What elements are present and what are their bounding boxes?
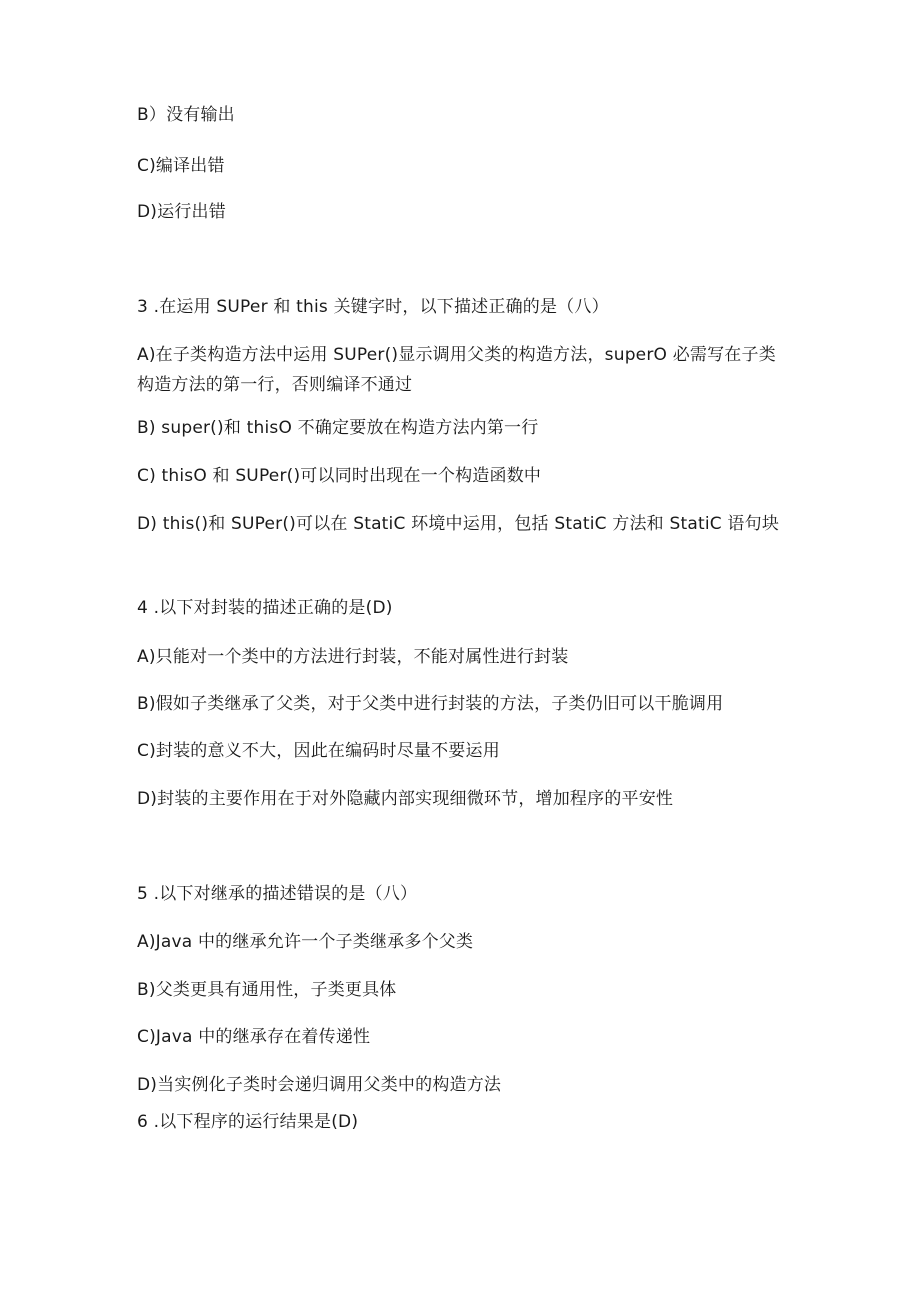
q2-option-d: D)运行出错	[137, 202, 226, 222]
q3-option-d: D) this()和 SUPer()可以在 StatiC 环境中运用，包括 StatiC 方法和 StatiC 语句块	[137, 514, 780, 534]
q5-option-c: C)Java 中的继承存在着传递性	[137, 1027, 371, 1047]
q5-question: 5 .以下对继承的描述错误的是（八）	[137, 884, 418, 904]
q3-question: 3 .在运用 SUPer 和 this 关键字时，以下描述正确的是（八）	[137, 297, 609, 317]
q5-option-a: A)Java 中的继承允许一个子类继承多个父类	[137, 932, 474, 952]
q4-option-c: C)封装的意义不大，因此在编码时尽量不要运用	[137, 741, 500, 761]
q3-option-a: A)在子类构造方法中运用 SUPer()显示调用父类的构造方法，superO 必需写在子类构造方法的第一行，否则编译不通过	[137, 345, 776, 395]
q5-option-b: B)父类更具有通用性，子类更具体	[137, 980, 397, 1000]
q4-question: 4 .以下对封装的描述正确的是(D)	[137, 598, 393, 618]
q6-question: 6 .以下程序的运行结果是(D)	[137, 1112, 359, 1132]
q4-option-d: D)封装的主要作用在于对外隐藏内部实现细微环节，增加程序的平安性	[137, 789, 674, 809]
q5-option-d: D)当实例化子类时会递归调用父类中的构造方法	[137, 1075, 502, 1095]
q4-option-b: B)假如子类继承了父类，对于父类中进行封装的方法，子类仍旧可以干脆调用	[137, 694, 724, 714]
q3-option-c: C) thisO 和 SUPer()可以同时出现在一个构造函数中	[137, 466, 542, 486]
q4-option-a: A)只能对一个类中的方法进行封装，不能对属性进行封装	[137, 647, 569, 667]
q2-option-c: C)编译出错	[137, 156, 225, 176]
q2-option-b: B）没有输出	[137, 105, 235, 125]
q3-option-b: B) super()和 thisO 不确定要放在构造方法内第一行	[137, 418, 539, 438]
